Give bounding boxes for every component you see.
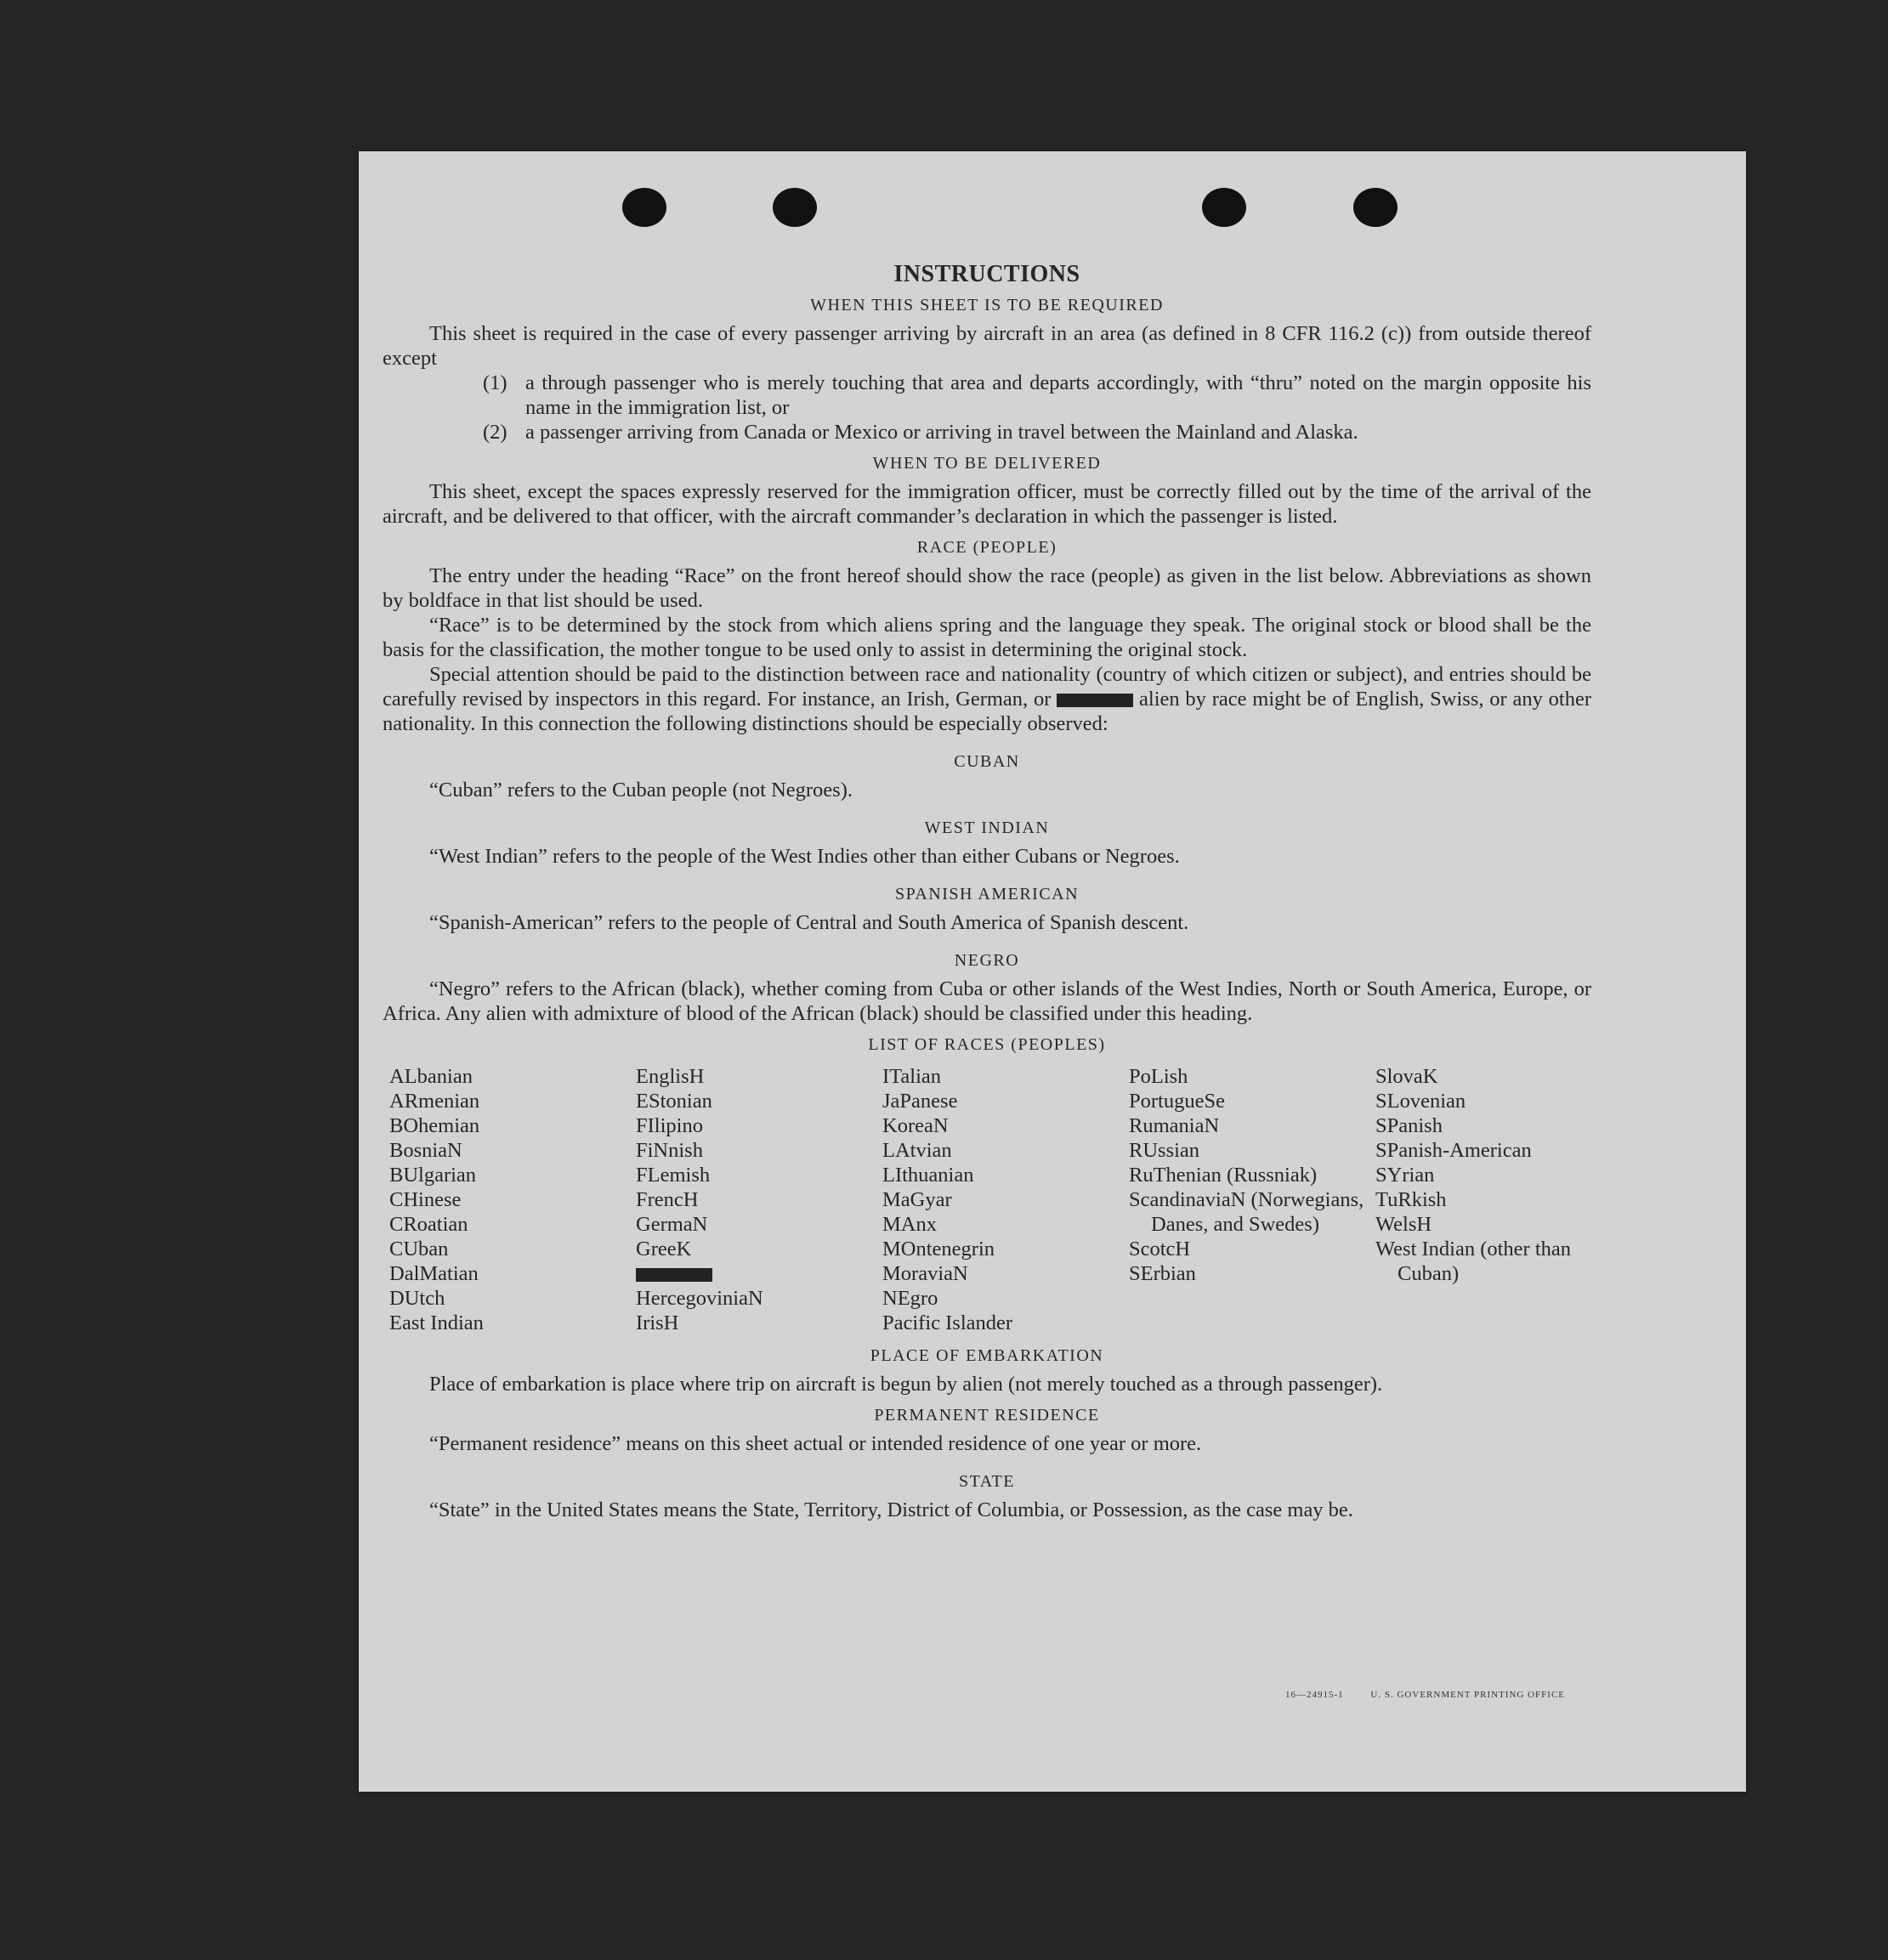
race-paragraph-3-end: alien by race might be of English, Swiss, or any other nationality. In this connection the following distinctions should be especially observed: — [383, 688, 1592, 735]
race-entry: MaGyar — [882, 1188, 952, 1211]
printer-label: U. S. GOVERNMENT PRINTING OFFICE — [1370, 1690, 1566, 1700]
race-entry: NEgro — [882, 1287, 938, 1310]
section-heading-spanish-american: SPANISH AMERICAN — [894, 885, 1080, 904]
punch-hole — [1353, 188, 1398, 227]
race-entry: IrisH — [636, 1311, 679, 1334]
race-entry: EStonian — [636, 1090, 712, 1113]
section-heading-cuban: CUBAN — [954, 752, 1020, 771]
race-entry: Pacific Islander — [882, 1311, 1013, 1334]
race-entry: ScandinaviaN (Norwegians, Danes, and Swedes) — [1129, 1188, 1364, 1236]
item-number: (1) — [483, 371, 507, 394]
section-heading-required: WHEN THIS SHEET IS TO BE REQUIRED — [810, 296, 1164, 314]
race-entry: GreeK — [636, 1238, 692, 1260]
item-text: a passenger arriving from Canada or Mexico or arriving in travel between the Mainland and Alaska. — [525, 421, 1358, 444]
document-sheet — [359, 151, 1746, 1792]
race-paragraph-3 — [383, 662, 1591, 736]
section-heading-negro: NEGRO — [954, 951, 1020, 970]
races-column — [389, 1064, 636, 1335]
race-entry: RUssian — [1129, 1139, 1200, 1162]
race-entry: CHinese — [389, 1188, 462, 1211]
section-heading-west-indian: WEST INDIAN — [924, 819, 1050, 837]
race-entry: SErbian — [1129, 1262, 1196, 1285]
form-number: 16—24915-1 — [1285, 1690, 1344, 1700]
west-indian-text: “West Indian” refers to the people of the West Indies other than either Cubans or Negroes. — [429, 845, 1180, 868]
race-entry: SlovaK — [1375, 1065, 1438, 1088]
race-entry: CUban — [389, 1238, 449, 1260]
race-entry: ARmenian — [389, 1090, 480, 1113]
race-entry: HercegoviniaN — [636, 1287, 763, 1310]
redaction-mark — [1057, 694, 1133, 707]
race-entry: KoreaN — [882, 1114, 949, 1137]
race-entry: GermaN — [636, 1213, 708, 1236]
embarkation-text: Place of embarkation is place where trip on aircraft is begun by alien (not merely touched as a through passenger). — [429, 1373, 1383, 1396]
residence-text: “Permanent residence” means on this sheet actual or intended residence of one year or more. — [429, 1432, 1202, 1455]
race-entry: JaPanese — [882, 1090, 958, 1113]
race-entry: FLemish — [636, 1164, 711, 1187]
instructions-content — [383, 262, 1591, 1522]
race-entry: PoLish — [1129, 1065, 1188, 1088]
negro-text: “Negro” refers to the African (black), whether coming from Cuba or other islands of the West Indies, North or South America, Europe, or Africa. Any alien with admixture of blood of the African (black) should be classified under this heading. — [383, 977, 1591, 1025]
race-entry: RumaniaN — [1129, 1114, 1220, 1137]
item-text: a through passenger who is merely touching that area and departs accordingly, with “thru” noted on the margin opposite his name in the immigration list, or — [525, 371, 1591, 419]
punch-hole — [622, 188, 666, 227]
section-heading-embarkation: PLACE OF EMBARKATION — [870, 1346, 1104, 1365]
race-entry: BosniaN — [389, 1139, 462, 1162]
races-list — [389, 1064, 1591, 1335]
race-entry: WelsH — [1375, 1213, 1432, 1236]
spanish-american-text: “Spanish-American” refers to the people of Central and South America of Spanish descent. — [429, 911, 1189, 934]
race-entry: SLovenian — [1375, 1090, 1466, 1113]
race-entry: LAtvian — [882, 1139, 952, 1162]
delivered-text: This sheet, except the spaces expressly reserved for the immigration officer, must be correctly filled out by the time of the arrival of the aircraft, and be delivered to that officer, with the aircraft commander’s declaration in which the passenger is listed. — [383, 480, 1591, 528]
punch-hole — [1202, 188, 1246, 227]
page-title: INSTRUCTIONS — [893, 261, 1080, 287]
redaction-mark — [636, 1268, 712, 1282]
race-paragraph-2: “Race” is to be determined by the stock from which aliens spring and the language they speak. The original stock or blood shall be the basis for the classification, the mother tongue to be used only to assist in determining the original stock. — [383, 614, 1591, 661]
state-text: “State” in the United States means the State, Territory, District of Columbia, or Possession, as the case may be. — [429, 1498, 1353, 1521]
cuban-text: “Cuban” refers to the Cuban people (not Negroes). — [429, 779, 853, 802]
race-entry: EnglisH — [636, 1065, 705, 1088]
section-heading-race: RACE (PEOPLE) — [916, 538, 1057, 557]
race-entry: SPanish — [1375, 1114, 1443, 1137]
punch-hole — [773, 188, 817, 227]
required-intro: This sheet is required in the case of every passenger arriving by aircraft in an area (as defined in 8 CFR 116.2 (c)) from outside thereof except — [383, 322, 1591, 370]
race-entry: ITalian — [882, 1065, 942, 1088]
race-entry: CRoatian — [389, 1213, 468, 1236]
race-entry: ALbanian — [389, 1065, 473, 1088]
race-entry: MAnx — [882, 1213, 937, 1236]
race-entry: PortugueSe — [1129, 1090, 1225, 1113]
race-entry: FrencH — [636, 1188, 699, 1211]
print-code — [1285, 1690, 1565, 1700]
item-number: (2) — [483, 421, 507, 444]
list-item — [483, 371, 1591, 420]
races-column — [882, 1064, 1129, 1335]
section-heading-state: STATE — [959, 1472, 1015, 1491]
race-paragraph-3-start: Special attention should be paid to the distinction between race and nationality (country of which citizen or subject), and entries should be carefully revised by inspectors in this regard. For instance, an Irish, German, or — [383, 663, 1591, 711]
races-column — [636, 1064, 882, 1335]
race-paragraph-1: The entry under the heading “Race” on the front hereof should show the race (people) as given in the list below. Abbreviations as shown by boldface in that list should be used. — [383, 564, 1591, 612]
race-entry: RuThenian (Russniak) — [1129, 1164, 1318, 1187]
race-entry: East Indian — [389, 1311, 484, 1334]
race-entry: DalMatian — [389, 1262, 479, 1285]
race-entry: TuRkish — [1375, 1188, 1447, 1211]
race-entry: FiNnish — [636, 1139, 703, 1162]
section-heading-residence: PERMANENT RESIDENCE — [874, 1406, 1100, 1425]
race-entry: ScotcH — [1129, 1238, 1191, 1260]
race-entry: DUtch — [389, 1287, 445, 1310]
race-entry: MoraviaN — [882, 1262, 968, 1285]
race-entry: West Indian (other than Cuban) — [1375, 1238, 1572, 1285]
race-entry: SPanish-American — [1375, 1139, 1532, 1162]
races-column — [1375, 1064, 1598, 1335]
section-heading-delivered: WHEN TO BE DELIVERED — [872, 454, 1102, 473]
race-entry: SYrian — [1375, 1164, 1435, 1187]
race-entry: MOntenegrin — [882, 1238, 995, 1260]
list-item — [483, 420, 1591, 445]
race-entry-redacted — [636, 1261, 882, 1286]
race-entry: BUlgarian — [389, 1164, 477, 1187]
races-column — [1129, 1064, 1375, 1335]
race-entry: BOhemian — [389, 1114, 480, 1137]
section-heading-list: LIST OF RACES (PEOPLES) — [868, 1035, 1106, 1054]
race-entry: FIlipino — [636, 1114, 703, 1137]
race-entry: LIthuanian — [882, 1164, 974, 1187]
